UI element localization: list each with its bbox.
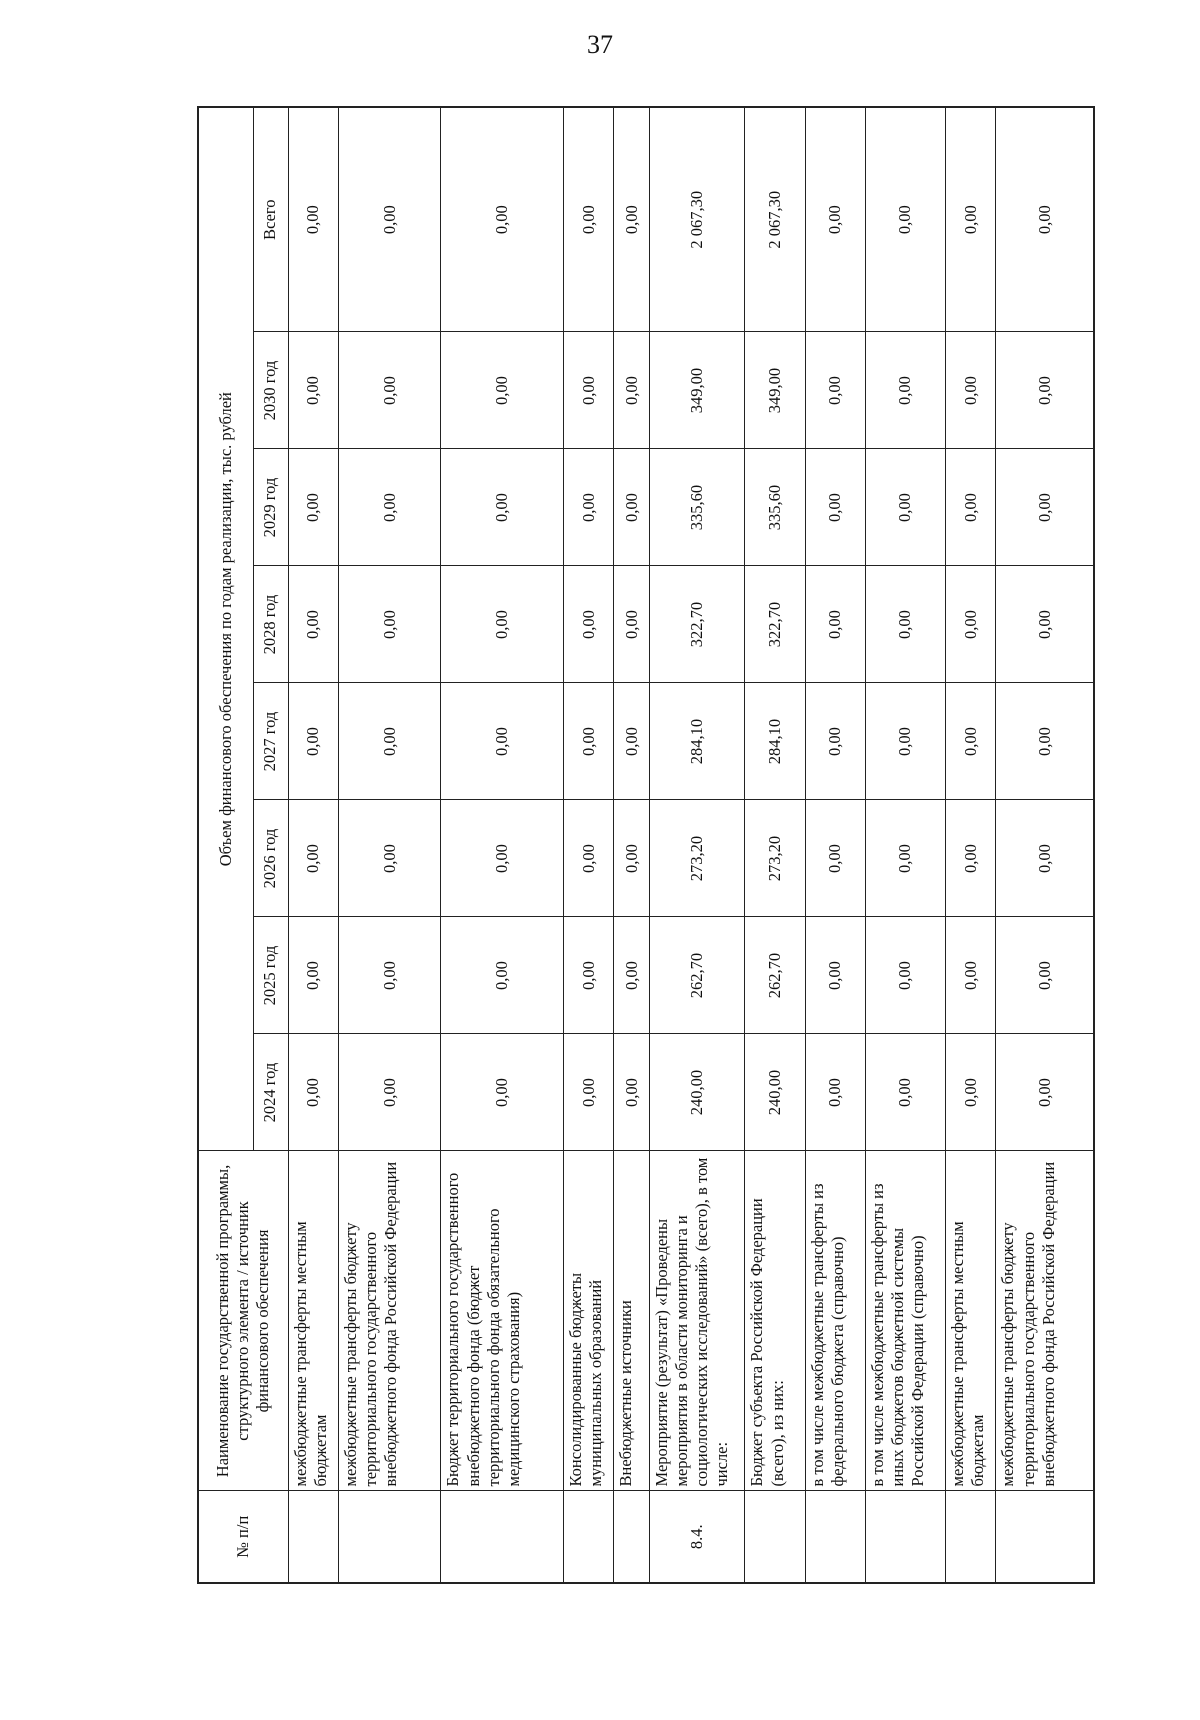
value-cell: 0,00 bbox=[441, 332, 564, 449]
value-cell: 0,00 bbox=[945, 800, 995, 917]
value-cell: 262,70 bbox=[650, 917, 745, 1034]
value-cell: 0,00 bbox=[441, 1034, 564, 1151]
value-cell: 322,70 bbox=[745, 566, 805, 683]
row-number bbox=[945, 1491, 995, 1583]
header-row-1 bbox=[198, 107, 253, 1583]
value-cell: 0,00 bbox=[564, 1034, 614, 1151]
value-cell: 284,10 bbox=[650, 683, 745, 800]
header-total: Всего bbox=[253, 107, 288, 332]
value-cell: 0,00 bbox=[945, 683, 995, 800]
value-cell: 0,00 bbox=[441, 566, 564, 683]
row-name: в том числе межбюджетные трансферты из федерального бюджета (справочно) bbox=[805, 1151, 865, 1491]
value-cell: 0,00 bbox=[441, 917, 564, 1034]
table-row bbox=[650, 107, 745, 1583]
value-cell: 0,00 bbox=[614, 1034, 650, 1151]
value-cell: 0,00 bbox=[996, 566, 1094, 683]
value-cell: 0,00 bbox=[805, 800, 865, 917]
value-cell: 0,00 bbox=[865, 683, 945, 800]
header-num: № п/п bbox=[198, 1491, 288, 1583]
header-volume: Объем финансового обеспечения по годам реализации, тыс. рублей bbox=[198, 107, 253, 1151]
value-cell: 335,60 bbox=[745, 449, 805, 566]
row-name: Внебюджетные источники bbox=[614, 1151, 650, 1491]
value-cell: 0,00 bbox=[288, 1034, 338, 1151]
page-number: 37 bbox=[587, 30, 613, 59]
value-cell: 0,00 bbox=[996, 683, 1094, 800]
header-year: 2028 год bbox=[253, 566, 288, 683]
total-cell: 0,00 bbox=[805, 107, 865, 332]
row-number bbox=[614, 1491, 650, 1583]
value-cell: 0,00 bbox=[338, 683, 441, 800]
value-cell: 0,00 bbox=[865, 332, 945, 449]
value-cell: 0,00 bbox=[805, 449, 865, 566]
value-cell: 0,00 bbox=[614, 683, 650, 800]
row-number bbox=[288, 1491, 338, 1583]
value-cell: 240,00 bbox=[745, 1034, 805, 1151]
row-name: Консолидированные бюджеты муниципальных образований bbox=[564, 1151, 614, 1491]
total-cell: 0,00 bbox=[441, 107, 564, 332]
value-cell: 0,00 bbox=[288, 917, 338, 1034]
value-cell: 0,00 bbox=[441, 683, 564, 800]
table-row bbox=[564, 107, 614, 1583]
row-name: межбюджетные трансферты бюджету территориального государственного внебюджетного фонда Российской Федерации bbox=[338, 1151, 441, 1491]
table-row bbox=[865, 107, 945, 1583]
value-cell: 240,00 bbox=[650, 1034, 745, 1151]
value-cell: 0,00 bbox=[945, 1034, 995, 1151]
value-cell: 0,00 bbox=[945, 332, 995, 449]
value-cell: 0,00 bbox=[338, 566, 441, 683]
header-year: 2030 год bbox=[253, 332, 288, 449]
total-cell: 2 067,30 bbox=[745, 107, 805, 332]
value-cell: 0,00 bbox=[338, 917, 441, 1034]
total-cell: 0,00 bbox=[996, 107, 1094, 332]
header-year: 2029 год bbox=[253, 449, 288, 566]
value-cell: 0,00 bbox=[564, 332, 614, 449]
value-cell: 349,00 bbox=[650, 332, 745, 449]
value-cell: 0,00 bbox=[288, 566, 338, 683]
value-cell: 0,00 bbox=[945, 449, 995, 566]
value-cell: 0,00 bbox=[338, 332, 441, 449]
value-cell: 273,20 bbox=[745, 800, 805, 917]
header-year: 2024 год bbox=[253, 1034, 288, 1151]
value-cell: 0,00 bbox=[996, 449, 1094, 566]
row-name: межбюджетные трансферты местным бюджетам bbox=[288, 1151, 338, 1491]
value-cell: 335,60 bbox=[650, 449, 745, 566]
value-cell: 0,00 bbox=[614, 332, 650, 449]
value-cell: 0,00 bbox=[564, 917, 614, 1034]
value-cell: 0,00 bbox=[865, 800, 945, 917]
row-name: в том числе межбюджетные трансферты из иных бюджетов бюджетной системы Российской Федерации (справочно) bbox=[865, 1151, 945, 1491]
value-cell: 273,20 bbox=[650, 800, 745, 917]
row-name: межбюджетные трансферты бюджету территориального государственного внебюджетного фонда Российской Федерации bbox=[996, 1151, 1094, 1491]
value-cell: 0,00 bbox=[338, 449, 441, 566]
rotated-table-frame bbox=[197, 108, 1095, 1584]
value-cell: 0,00 bbox=[805, 683, 865, 800]
row-number bbox=[996, 1491, 1094, 1583]
financing-table bbox=[197, 106, 1095, 1584]
total-cell: 0,00 bbox=[945, 107, 995, 332]
total-cell: 0,00 bbox=[614, 107, 650, 332]
total-cell: 0,00 bbox=[288, 107, 338, 332]
header-year: 2027 год bbox=[253, 683, 288, 800]
value-cell: 0,00 bbox=[288, 449, 338, 566]
row-name: Бюджет субъекта Российской Федерации (всего), из них: bbox=[745, 1151, 805, 1491]
value-cell: 0,00 bbox=[614, 566, 650, 683]
table-row bbox=[745, 107, 805, 1583]
value-cell: 0,00 bbox=[614, 800, 650, 917]
row-name: Мероприятие (результат) «Проведены мероприятия в области мониторинга и социологических исследований» (всего), в том числе: bbox=[650, 1151, 745, 1491]
value-cell: 0,00 bbox=[564, 449, 614, 566]
value-cell: 0,00 bbox=[865, 917, 945, 1034]
row-name: межбюджетные трансферты местным бюджетам bbox=[945, 1151, 995, 1491]
value-cell: 0,00 bbox=[564, 800, 614, 917]
value-cell: 0,00 bbox=[288, 683, 338, 800]
total-cell: 0,00 bbox=[564, 107, 614, 332]
row-number bbox=[865, 1491, 945, 1583]
header-year: 2026 год bbox=[253, 800, 288, 917]
value-cell: 0,00 bbox=[805, 566, 865, 683]
table-row bbox=[996, 107, 1094, 1583]
value-cell: 0,00 bbox=[996, 917, 1094, 1034]
table-row bbox=[945, 107, 995, 1583]
value-cell: 0,00 bbox=[805, 1034, 865, 1151]
row-number bbox=[805, 1491, 865, 1583]
value-cell: 0,00 bbox=[805, 917, 865, 1034]
header-name: Наименование государственной программы, структурного элемента / источник финансового обеспечения bbox=[198, 1151, 288, 1491]
total-cell: 2 067,30 bbox=[650, 107, 745, 332]
table-row bbox=[614, 107, 650, 1583]
value-cell: 349,00 bbox=[745, 332, 805, 449]
row-number bbox=[745, 1491, 805, 1583]
table-row bbox=[338, 107, 441, 1583]
table-row bbox=[805, 107, 865, 1583]
value-cell: 0,00 bbox=[338, 1034, 441, 1151]
value-cell: 0,00 bbox=[564, 683, 614, 800]
value-cell: 0,00 bbox=[614, 917, 650, 1034]
row-number bbox=[338, 1491, 441, 1583]
value-cell: 0,00 bbox=[865, 566, 945, 683]
value-cell: 0,00 bbox=[441, 800, 564, 917]
value-cell: 0,00 bbox=[288, 800, 338, 917]
value-cell: 322,70 bbox=[650, 566, 745, 683]
value-cell: 0,00 bbox=[945, 917, 995, 1034]
total-cell: 0,00 bbox=[338, 107, 441, 332]
value-cell: 0,00 bbox=[614, 449, 650, 566]
table-row bbox=[441, 107, 564, 1583]
value-cell: 0,00 bbox=[865, 1034, 945, 1151]
value-cell: 0,00 bbox=[996, 332, 1094, 449]
value-cell: 0,00 bbox=[441, 449, 564, 566]
value-cell: 0,00 bbox=[865, 449, 945, 566]
value-cell: 0,00 bbox=[564, 566, 614, 683]
row-number bbox=[564, 1491, 614, 1583]
value-cell: 0,00 bbox=[288, 332, 338, 449]
value-cell: 262,70 bbox=[745, 917, 805, 1034]
value-cell: 0,00 bbox=[338, 800, 441, 917]
value-cell: 0,00 bbox=[996, 1034, 1094, 1151]
value-cell: 284,10 bbox=[745, 683, 805, 800]
row-number: 8.4. bbox=[650, 1491, 745, 1583]
row-name: Бюджет территориального государственного внебюджетного фонда (бюджет территориального фонда обязательного медицинского страхования) bbox=[441, 1151, 564, 1491]
header-year: 2025 год bbox=[253, 917, 288, 1034]
total-cell: 0,00 bbox=[865, 107, 945, 332]
row-number bbox=[441, 1491, 564, 1583]
value-cell: 0,00 bbox=[945, 566, 995, 683]
value-cell: 0,00 bbox=[805, 332, 865, 449]
value-cell: 0,00 bbox=[996, 800, 1094, 917]
table-row bbox=[288, 107, 338, 1583]
